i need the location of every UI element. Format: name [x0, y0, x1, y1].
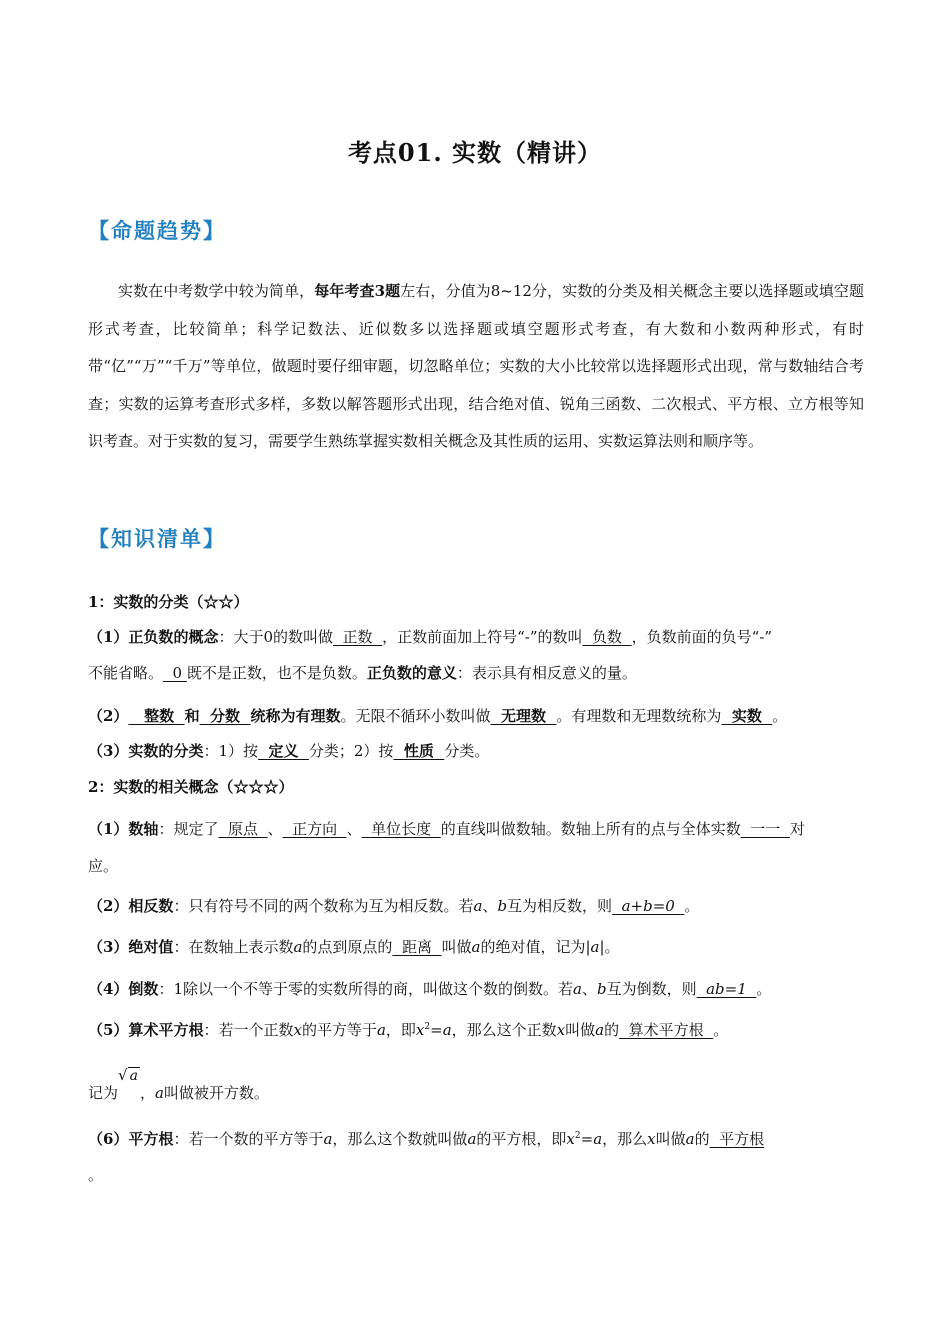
subsection-title-concepts: 2：实数的相关概念（☆☆☆）	[88, 778, 294, 796]
item-classification: （3）实数的分类：1）按 定义 分类；2）按 性质 分类。	[88, 742, 490, 760]
trend-paragraph: 实数在中考数学中较为简单，每年考查3题左右，分值为8~12分，实数的分类及相关概念主要以选择题或填空题形式考查，比较简单；科学记数法、近似数多以选择题或填空题形式考查，有大数和小数两种形式，有时带“亿”“万”“千万”等单位，做题时要仔细审题，切忽略单位；实数的大小比较常以选择题形式出现，常与数轴结合考查；实数的运算考查形式多样，多数以解答题形式出现，结合绝对值、锐角三函数、二次根式、平方根、立方根等知识考查。对于实数的复习，需要学生熟练掌握实数相关概念及其性质的运用、实数运算法则和顺序等。	[88, 282, 864, 450]
item-arithmetic-square-root-cont: 记为√ a，a叫做被开方数。	[88, 1066, 269, 1102]
page-title: 考点01. 实数（精讲）	[347, 138, 603, 167]
item-rational: （2） 整数 和 分数 统称为有理数。无限不循环小数叫做 无理数 。有理数和无理数统称为 实数 。	[88, 707, 788, 725]
item-number-line-cont: 应。	[88, 857, 119, 875]
item-arithmetic-square-root: （5）算术平方根：若一个正数x的平方等于a，即$x^2=a$，那么这个正数x叫做a的 算术平方根 。	[88, 1021, 729, 1039]
item-square-root: （6）平方根：若一个数的平方等于a，那么这个数就叫做a的平方根，即$x^2=a$，那么x叫做a的 平方根	[88, 1130, 765, 1148]
sqrt-symbol: √ a	[118, 1066, 138, 1084]
item-positive-negative-cont: 不能省略。 0 既不是正数，也不是负数。正负数的意义：表示具有相反意义的量。	[88, 664, 637, 682]
section-heading-knowledge: 【知识清单】	[88, 526, 226, 551]
item-number-line: （1）数轴：规定了 原点 、 正方向 、 单位长度 的直线叫做数轴。数轴上所有的点与全体实数 一一 对	[88, 820, 805, 838]
item-positive-negative: （1）正负数的概念：大于0的数叫做 正数 ，正数前面加上符号“-”的数叫 负数 ，负数前面的负号“-”	[88, 628, 772, 646]
item-reciprocal: （4）倒数：1除以一个不等于零的实数所得的商，叫做这个数的倒数。若a、b互为倒数，则 ab=1 。	[88, 980, 772, 998]
item-absolute-value: （3）绝对值：在数轴上表示数a的点到原点的 距离 叫做a的绝对值，记为|a|。	[88, 938, 620, 956]
item-square-root-cont: 。	[88, 1166, 104, 1184]
subsection-title-classification: 1：实数的分类（☆☆）	[88, 593, 249, 611]
section-heading-trend: 【命题趋势】	[88, 218, 226, 243]
item-opposite: （2）相反数：只有符号不同的两个数称为互为相反数。若a、b互为相反数，则 a+b=0 。	[88, 897, 700, 915]
